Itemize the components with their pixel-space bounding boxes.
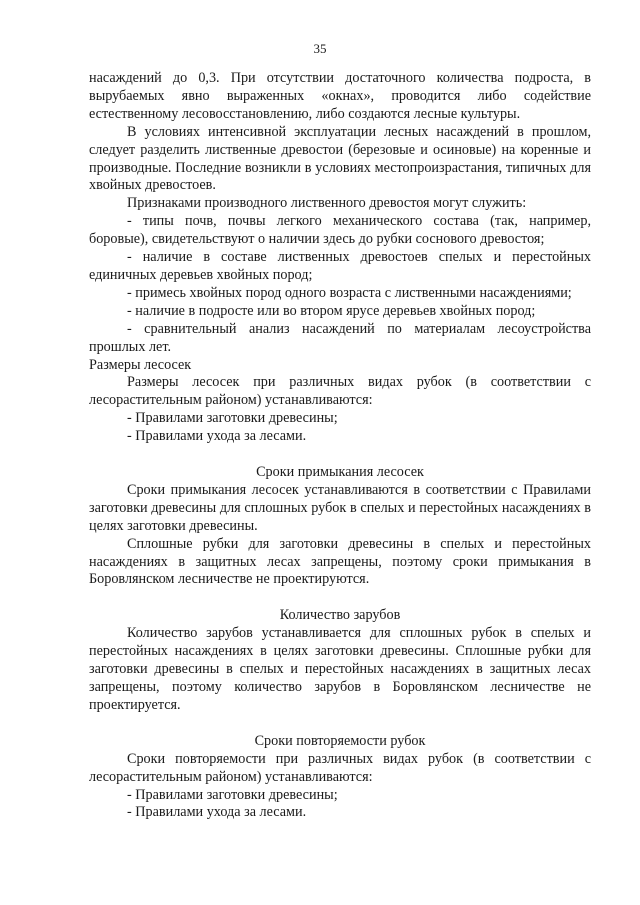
- list-item: - типы почв, почвы легкого механического состава (так, например, боровые), свидетельствуют о наличии здесь до рубки соснового древостоя;: [89, 213, 591, 248]
- list-item: - сравнительный анализ насаждений по материалам лесоустройства прошлых лет.: [89, 320, 591, 355]
- paragraph: Сплошные рубки для заготовки древесины в спелых и перестойных насаждениях в защитных лесах запрещены, поэтому сроки примыкания в Боровлянском лесничестве не проектируются.: [89, 535, 591, 588]
- paragraph: Размеры лесосек при различных видах рубок (в соответствии с лесорастительным районом) устанавливаются:: [89, 374, 591, 409]
- list-item: - наличие в составе лиственных древостоев спелых и перестойных единичных деревьев хвойных пород;: [89, 249, 591, 283]
- paragraph: Сроки примыкания лесосек устанавливаются в соответствии с Правилами заготовки древесины для сплошных рубок в спелых и перестойных насаждениях в целях заготовки древесины.: [89, 481, 591, 534]
- paragraph: Сроки повторяемости при различных видах рубок (в соответствии с лесорастительным районом) устанавливаются:: [89, 750, 591, 785]
- section-heading: Количество зарубов: [279, 607, 401, 624]
- paragraph: В условиях интенсивной эксплуатации лесных насаждений в прошлом, следует разделить лиственные древостои (березовые и осиновые) на коренные и производные. Последние возникли в условиях местопроизрастания, типичных для хвойных древостоев.: [89, 123, 591, 194]
- paragraph: Признаками производного лиственного древостоя могут служить:: [127, 195, 527, 212]
- page-content: [89, 70, 591, 822]
- paragraph: насаждений до 0,3. При отсутствии достаточного количества подроста, в вырубаемых явно выраженных «окнах», проводится либо содействие естественному лесовосстановлению, либо создаются лесные культуры.: [89, 70, 591, 122]
- list-item: - Правилами заготовки древесины;: [127, 786, 338, 803]
- list-item: - Правилами ухода за лесами.: [127, 804, 307, 821]
- section-heading: Сроки повторяемости рубок: [254, 732, 426, 749]
- page-number: 35: [313, 41, 327, 56]
- list-item: - наличие в подросте или во втором ярусе деревьев хвойных пород;: [127, 302, 536, 319]
- list-item: - Правилами ухода за лесами.: [127, 428, 307, 445]
- list-item: - примесь хвойных пород одного возраста с лиственными насаждениями;: [127, 284, 572, 301]
- list-item: - Правилами заготовки древесины;: [127, 410, 338, 427]
- section-heading: Размеры лесосек: [89, 356, 192, 373]
- section-heading: Сроки примыкания лесосек: [256, 464, 424, 481]
- paragraph: Количество зарубов устанавливается для сплошных рубок в спелых и перестойных насаждениях в целях заготовки древесины. Сплошные рубки для заготовки древесины в спелых и перестойных насаждениях в защитных лесах запрещены, поэтому количество зарубов в Боровлянском лесничестве не проектируется.: [89, 625, 591, 713]
